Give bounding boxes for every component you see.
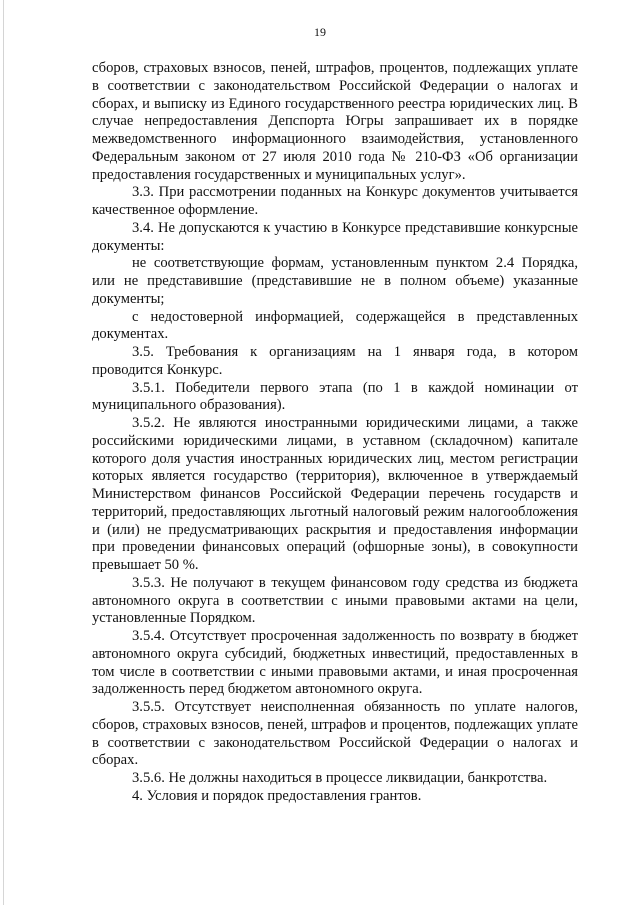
- paragraph: 4. Условия и порядок предоставления грантов.: [132, 787, 422, 804]
- paragraph: 3.5.3. Не получают в текущем финансовом году средства из бюджета автономного округа в соответствии с иными правовыми актами на цели, установленные Порядком.: [92, 574, 578, 627]
- paragraph: 3.5. Требования к организациям на 1 января года, в котором проводится Конкурс.: [92, 344, 578, 378]
- paragraph: 3.5.1. Победители первого этапа (по 1 в каждой номинации от муниципального образования).: [92, 379, 578, 414]
- paragraph: 3.5.5. Отсутствует неисполненная обязанность по уплате налогов, сборов, страховых взносов, пеней, штрафов и процентов, подлежащих уплате в соответствии с законодательством Российской Федерации о налогах и сборах.: [92, 699, 578, 769]
- document-body: [92, 60, 578, 806]
- paragraph: не соответствующие формам, установленным пунктом 2.4 Порядка, или не представившие (представившие не в полном объеме) указанные документы;: [92, 255, 578, 307]
- paragraph: 3.4. Не допускаются к участию в Конкурсе представившие конкурсные документы:: [92, 219, 578, 254]
- paragraph: сборов, страховых взносов, пеней, штрафов, процентов, подлежащих уплате в соответствии с законодательством Российской Федерации о налогах и сборах, и выписку из Единого государственного реестра юридических лиц. В случае непредоставления Депспорта Югры запрашивает их в порядке межведомственного информационного взаимодействия, установленного Федеральным законом от 27 июля 2010 года № 210-ФЗ «Об организации предоставления государственных и муниципальных услуг».: [92, 60, 578, 183]
- paragraph: 3.5.2. Не являются иностранными юридическими лицами, а также российскими юридическими лицами, в уставном (складочном) капитале которого доля участия иностранных юридических лиц, местом регистрации которых является государство (территория), включенное в утверждаемый Министерством финансов Российской Федерации перечень государств и территорий, предоставляющих льготный налоговый режим налогообложения и (или) не предусматривающих раскрытия и предоставления информации при проведении финансовых операций (офшорные зоны), в совокупности превышает 50 %.: [92, 415, 578, 573]
- paragraph: с недостоверной информацией, содержащейся в представленных документах.: [92, 308, 578, 343]
- paragraph: 3.5.6. Не должны находиться в процессе ликвидации, банкротства.: [132, 770, 548, 786]
- paragraph: 3.3. При рассмотрении поданных на Конкурс документов учитывается качественное оформление.: [92, 184, 578, 218]
- paragraph: 3.5.4. Отсутствует просроченная задолженность по возврату в бюджет автономного округа субсидий, бюджетных инвестиций, предоставленных в том числе в соответствии с иными правовыми актами, и иная просроченная задолженность перед бюджетом автономного округа.: [92, 628, 578, 698]
- scan-edge-line: [3, 0, 4, 905]
- page-number: 19: [314, 25, 326, 39]
